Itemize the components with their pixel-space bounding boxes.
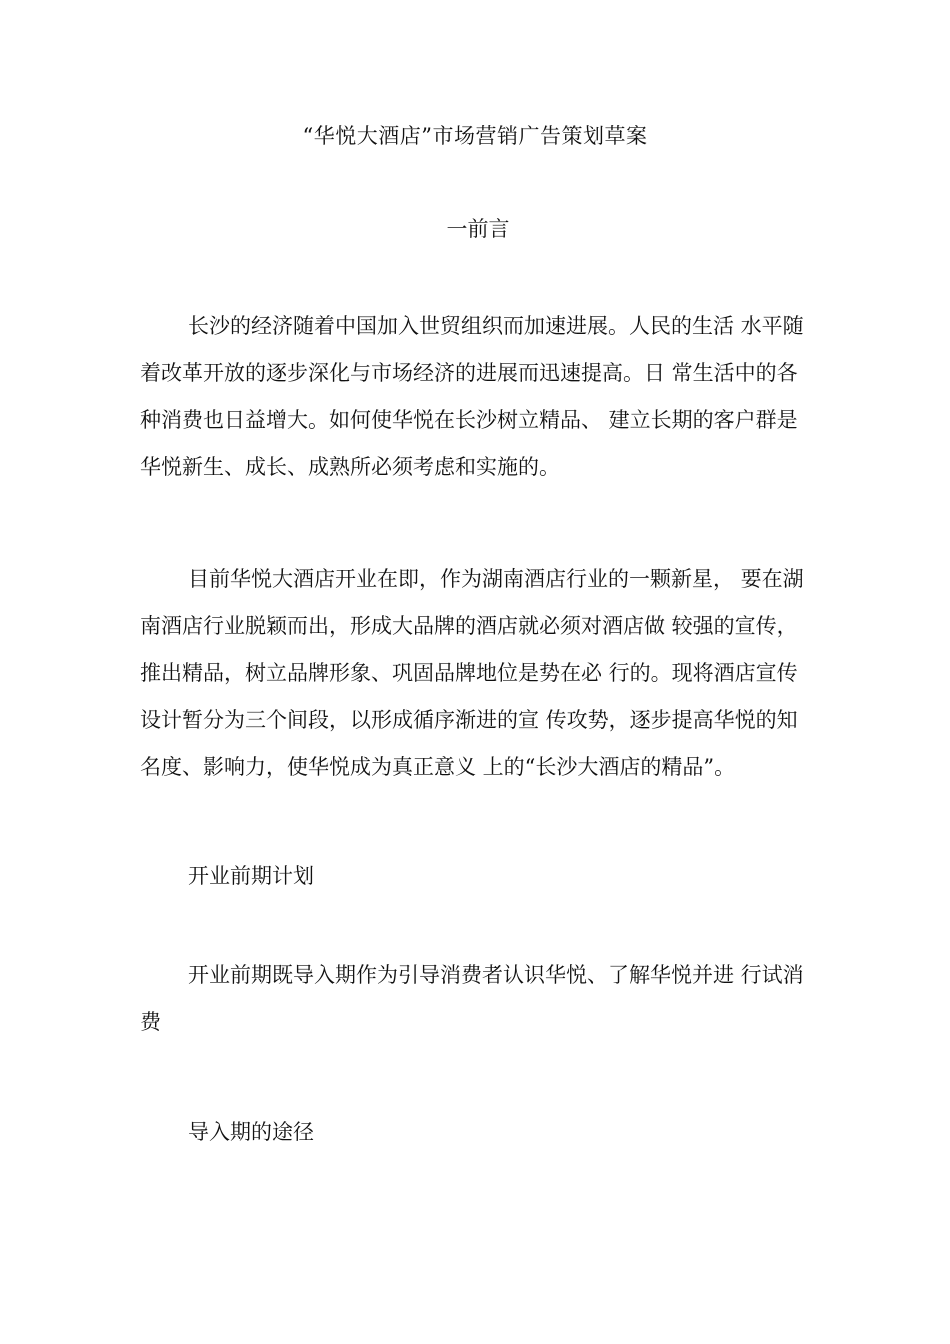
paragraph-line: 费 [140,1010,161,1034]
paragraph-line: 着改革开放的逐步深化与市场经济的进展而迅速提高。日 常生活中的各 [140,361,798,385]
paragraph-opening [140,556,820,791]
section-title-preface: 一前言 [446,217,510,241]
paragraph-introduction-phase [140,952,820,1046]
paragraph-line: 设计暂分为三个间段，以形成循序渐进的宣 传攻势，逐步提高华悦的知 [140,708,798,732]
heading-text: 导入期的途径 [188,1120,314,1144]
paragraph-line: 南酒店行业脱颖而出，形成大品牌的酒店就必须对酒店做 较强的宣传， [140,614,798,638]
heading-text: 开业前期计划 [188,864,314,888]
document-title: “华悦大酒店”市场营销广告策划草案 [302,124,648,148]
paragraph-economy [140,303,820,491]
paragraph-line: 目前华悦大酒店开业在即，作为湖南酒店行业的一颗新星， 要在湖 [188,567,804,591]
paragraph-line: 华悦新生、成长、成熟所必须考虑和实施的。 [140,455,560,479]
heading-introduction-route [140,1109,820,1156]
paragraph-line: 推出精品，树立品牌形象、巩固品牌地位是势在必 行的。现将酒店宣传 [140,661,798,685]
paragraph-line: 开业前期既导入期作为引导消费者认识华悦、了解华悦并进 行试消 [188,963,804,987]
paragraph-line: 名度、影响力，使华悦成为真正意义 上的“长沙大酒店的精品”。 [140,755,736,779]
heading-pre-opening-plan [140,853,820,900]
paragraph-line: 长沙的经济随着中国加入世贸组织而加速进展。人民的生活 水平随 [188,314,804,338]
paragraph-line: 种消费也日益增大。如何使华悦在长沙树立精品、 建立长期的客户群是 [140,408,798,432]
